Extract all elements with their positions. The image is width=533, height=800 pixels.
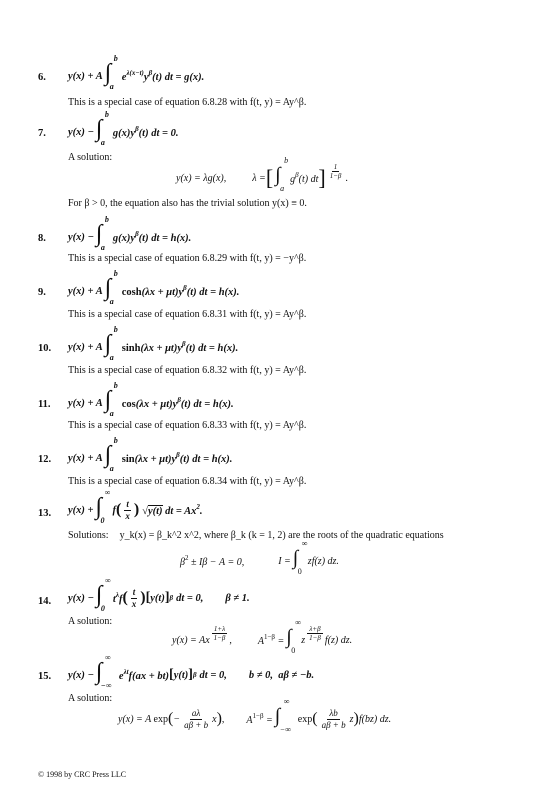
equation-7-solution: y(x) = λg(x), λ = [ ∫ b a $g^\beta(t)$ dt ] $\frac{1}{1-\beta}$ . [176, 156, 348, 193]
equation-7: y(x) − ∫ b a $g(x)y^\beta(t)$ dt = 0. [68, 110, 179, 147]
equation-8: y(x) − ∫ b a $g(x)y^\beta(t)$ dt = h(x). [68, 215, 192, 252]
equation-number-11: 11. [38, 399, 51, 410]
equation-10: y(x) + A ∫ b a $\sinh(\lambda x + \mu t)y^\beta(t)$ dt = h(x). [68, 325, 239, 362]
equation-13-solutions-text: y_k(x) = β_k^2 x^2, where β_k (k = 1, 2) are the roots of the quadratic equations [119, 530, 444, 541]
equation-6: y(x) + A ∫ b a $e^{\lambda(x-t)}y^\beta(t)$ dt = g(x). [68, 54, 205, 91]
equation-number-6: 6. [38, 72, 46, 83]
equation-13-solutions-label: Solutions: [68, 530, 109, 541]
equation-13-quadratic: $\beta^2 \pm I\beta - A = 0$, I = ∫ ∞ 0 zf(z) dz. [180, 539, 339, 576]
equation-14-solution: y(x) = Ax $\frac{1+\lambda}{1-\beta}$ , $A^{1-\beta}$ = ∫ ∞ 0 z $\frac{\lambda+\beta}{1-\beta}$ f(z) dz. [172, 618, 353, 655]
equation-11-note: This is a special case of equation 6.8.33 with f(t, y) = Ay^β. [68, 420, 307, 431]
equation-number-8: 8. [38, 233, 46, 244]
equation-number-12: 12. [38, 454, 52, 465]
equation-15-solution-label: A solution: [68, 693, 113, 704]
equation-11: y(x) + A ∫ b a $\cos(\lambda x + \mu t)y^\beta(t)$ dt = h(x). [68, 381, 234, 418]
equation-13: y(x) + ∫ ∞ 0 f ( $\frac{t}{x}$ ) √y(t) dt = $Ax^2$. [68, 488, 203, 525]
equation-number-7: 7. [38, 128, 46, 139]
equation-12-note: This is a special case of equation 6.8.34 with f(t, y) = Ay^β. [68, 476, 307, 487]
equation-12: y(x) + A ∫ b a $\sin(\lambda x + \mu t)y^\beta(t)$ dt = h(x). [68, 436, 233, 473]
equation-9: y(x) + A ∫ b a $\cosh(\lambda x + \mu t)y^\beta(t)$ dt = h(x). [68, 269, 240, 306]
equation-number-13: 13. [38, 508, 52, 519]
equation-13-solutions [68, 530, 444, 541]
equation-7-note: For β > 0, the equation also has the trivial solution y(x) ≡ 0. [68, 198, 307, 209]
equation-number-15: 15. [38, 671, 52, 682]
equation-number-10: 10. [38, 343, 52, 354]
equation-15: y(x) − ∫ ∞ −∞ $e^{\lambda t}f(ax + bt)$ [ y(t) ] β dt = 0, b ≠ 0, aβ ≠ −b. [68, 653, 315, 690]
equation-9-note: This is a special case of equation 6.8.31 with f(t, y) = Ay^β. [68, 309, 307, 320]
equation-8-note: This is a special case of equation 6.8.29 with f(t, y) = −y^β. [68, 253, 307, 264]
equation-7-solution-label: A solution: [68, 152, 113, 163]
equation-number-9: 9. [38, 287, 46, 298]
copyright-footer: © 1998 by CRC Press LLC [38, 770, 127, 779]
equation-6-note: This is a special case of equation 6.8.28 with f(t, y) = Ay^β. [68, 97, 307, 108]
equation-15-solution: y(x) = A exp ( − $\frac{a\lambda}{a\beta + b}$ x ) , $A^{1-\beta}$ = ∫ ∞ −∞ exp ( $\frac{\lambda b}{a\beta + b}$ z ) f(bz) dz. [118, 697, 392, 734]
equation-14: y(x) − ∫ ∞ 0 $t^\lambda f$ ( $\frac{t}{x}$ ) [ y(t) ] β dt = 0, β ≠ 1. [68, 576, 250, 613]
equation-number-14: 14. [38, 596, 52, 607]
equation-14-solution-label: A solution: [68, 616, 113, 627]
equation-10-note: This is a special case of equation 6.8.32 with f(t, y) = Ay^β. [68, 365, 307, 376]
